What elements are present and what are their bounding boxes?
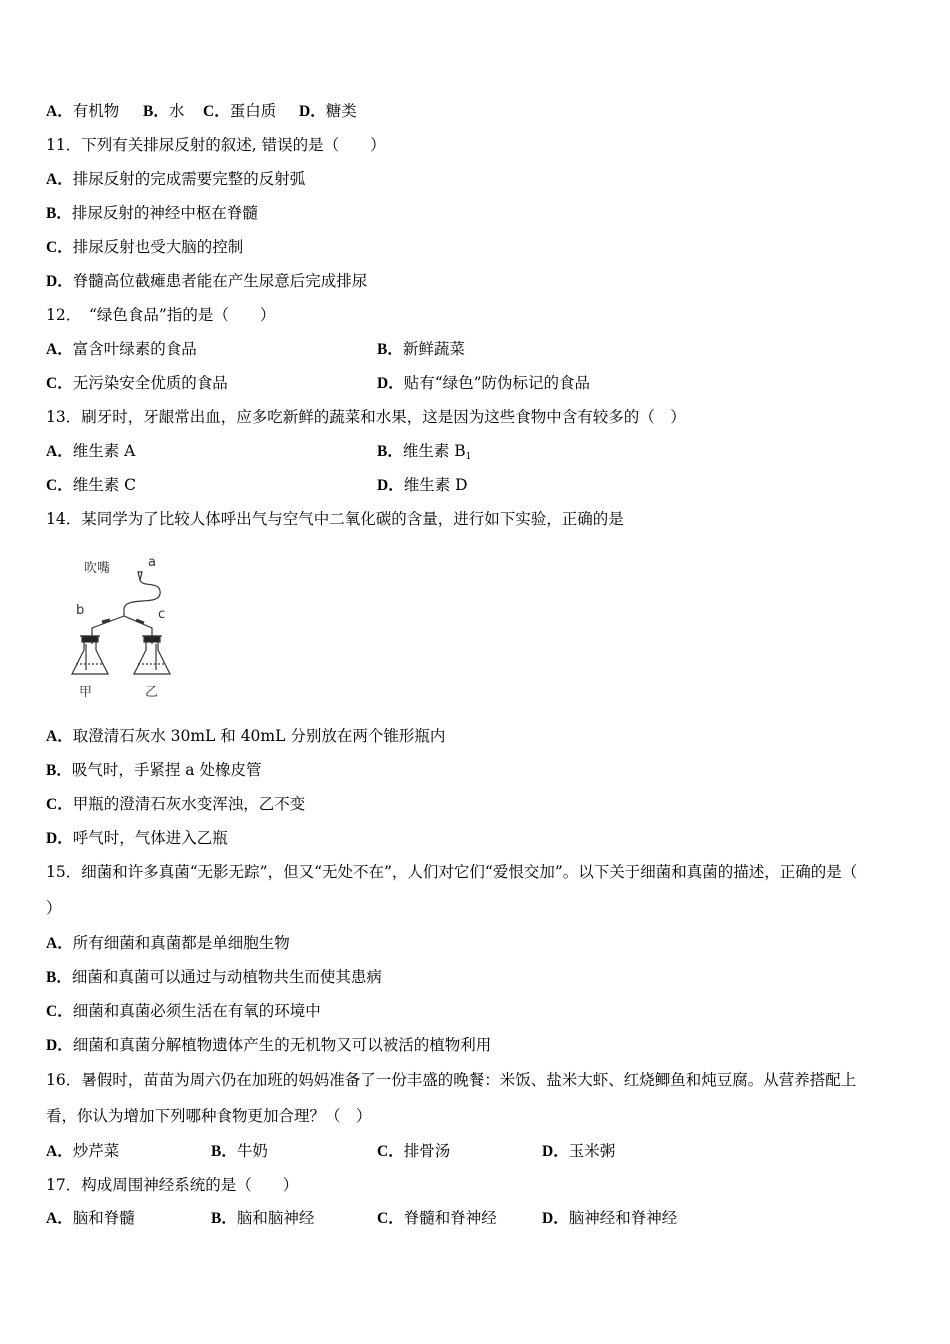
q13-option-d: D．维生素 D: [377, 476, 468, 494]
clamp-c: [136, 620, 144, 623]
q15-option-c: C．细菌和真菌必须生活在有氧的环境中: [46, 1002, 321, 1020]
q10-option-d: D．糖类: [299, 102, 357, 120]
q12-option-c: C．无污染安全优质的食品: [46, 374, 228, 392]
q17-stem: 17．构成周围神经系统的是（ ）: [46, 1176, 299, 1194]
q15-option-d: D．细菌和真菌分解植物遗体产生的无机物又可以被活的植物利用: [46, 1036, 492, 1054]
q14-option-a: A．取澄清石灰水 30mL 和 40mL 分别放在两个锥形瓶内: [46, 727, 446, 745]
q16-stem: 16．暑假时，苗苗为周六仍在加班的妈妈准备了一份丰盛的晚餐：米饭、盐米大虾、红烧鲫鱼和炖豆腐。从营养搭配上: [46, 1071, 857, 1089]
stopper-yi: [144, 636, 160, 642]
label-b: b: [76, 603, 85, 618]
q10-option-c: C．蛋白质: [203, 102, 277, 120]
q11-option-d: D．脊髓高位截瘫患者能在产生尿意后完成排尿: [46, 272, 368, 290]
q12-stem: 12． “绿色食品”指的是（ ）: [46, 306, 276, 324]
q12-option-a: A．富含叶绿素的食品: [46, 340, 197, 358]
q16-option-c: C．排骨汤: [377, 1142, 451, 1160]
q10-option-b: B．水: [143, 102, 185, 120]
q14-option-b: B．吸气时，手紧捏 a 处橡皮管: [46, 761, 262, 779]
q12-option-d: D．贴有“绿色”防伪标记的食品: [377, 374, 591, 392]
rubber-tube-a: [124, 580, 160, 608]
q16-option-d: D．玉米粥: [542, 1142, 616, 1160]
mouthpiece-shape: [138, 572, 142, 580]
q12-option-b: B．新鲜蔬菜: [377, 340, 465, 358]
label-a: a: [148, 555, 156, 570]
label-c: c: [158, 607, 166, 622]
breath-experiment-diagram: [62, 552, 192, 702]
q14-option-d: D．呼气时，气体进入乙瓶: [46, 829, 228, 847]
q16-option-b: B．牛奶: [211, 1142, 268, 1160]
q11-stem: 11．下列有关排尿反射的叙述, 错误的是（ ）: [46, 136, 386, 154]
stopper-jia: [82, 636, 98, 642]
q14-stem: 14．某同学为了比较人体呼出气与空气中二氧化碳的含量，进行如下实验，正确的是: [46, 510, 624, 528]
q14-option-c: C．甲瓶的澄清石灰水变浑浊，乙不变: [46, 795, 306, 813]
label-mouthpiece: 吹嘴: [84, 561, 111, 576]
q17-option-d: D．脑神经和脊神经: [542, 1209, 678, 1227]
q11-option-b: B．排尿反射的神经中枢在脊髓: [46, 204, 258, 222]
q13-option-a: A．维生素 A: [46, 442, 136, 460]
flask-apparatus-illustration: [62, 552, 192, 702]
q11-option-c: C．排尿反射也受大脑的控制: [46, 238, 244, 256]
label-jia: 甲: [79, 685, 93, 700]
clamp-b: [102, 620, 110, 622]
q13-option-c: C．维生素 C: [46, 476, 136, 494]
q15-stem-continued: ）: [46, 899, 62, 917]
q17-option-a: A．脑和脊髓: [46, 1209, 135, 1227]
q15-stem: 15．细菌和许多真菌“无影无踪”，但又“无处不在”，人们对它们“爱恨交加”。以下关于细菌和真菌的描述，正确的是（: [46, 863, 858, 881]
q10-option-a: A．有机物: [46, 102, 120, 120]
q16-stem-continued: 看，你认为增加下列哪种食物更加合理？（ ）: [46, 1107, 372, 1125]
q11-option-a: A．排尿反射的完成需要完整的反射弧: [46, 170, 306, 188]
q15-option-a: A．所有细菌和真菌都是单细胞生物: [46, 934, 290, 952]
q13-option-b: B．维生素 $B_1$: [377, 442, 472, 462]
q17-option-c: C．脊髓和脊神经: [377, 1209, 497, 1227]
q17-option-b: B．脑和脑神经: [211, 1209, 315, 1227]
q16-option-a: A．炒芹菜: [46, 1142, 120, 1160]
q13-stem: 13．刷牙时，牙龈常出血，应多吃新鲜的蔬菜和水果，这是因为这些食物中含有较多的（ ）: [46, 408, 686, 426]
q15-option-b: B．细菌和真菌可以通过与动植物共生而使其患病: [46, 968, 382, 986]
label-yi: 乙: [145, 685, 159, 700]
